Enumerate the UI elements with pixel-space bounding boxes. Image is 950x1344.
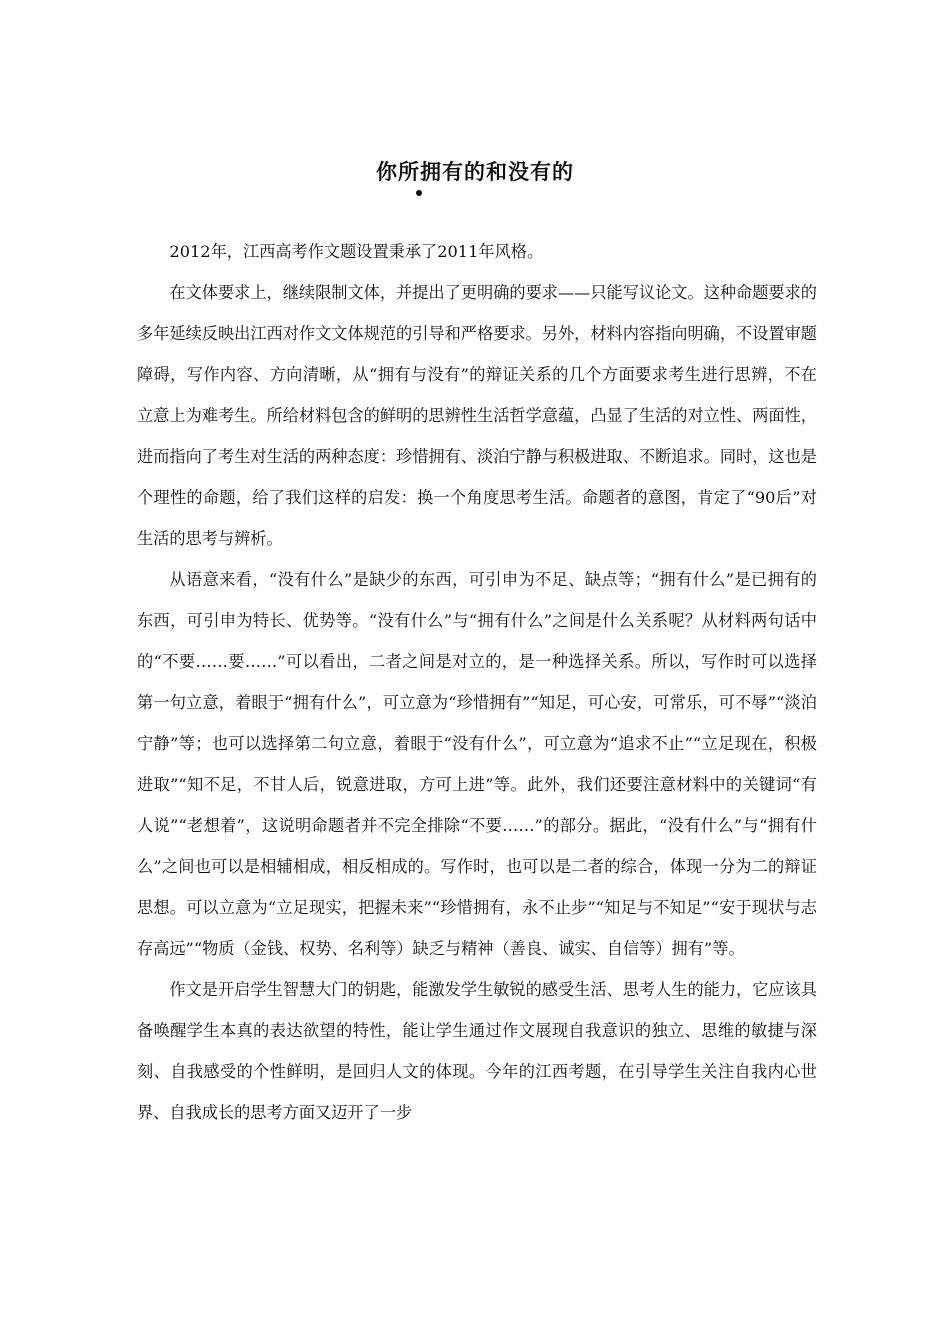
paragraph-semantic-analysis: 从语意来看，“没有什么”是缺少的东西，可引申为不足、缺点等；“拥有什么”是已拥有的东西，可引申为特长、优势等。“没有什么”与“拥有什么”之间是什么关系呢？从材料两句话中的“不要……要……”可以看出，二者之间是对立的，是一种选择关系。所以，写作时可以选择第一句立意，着眼于“拥有什么”，可立意为“珍惜拥有”“知足，可心安，可常乐，可不辱”“淡泊宁静”等；也可以选择第二句立意，着眼于“没有什么”，可立意为“追求不止”“立足现在，积极进取”“知不足，不甘人后，锐意进取，方可上进”等。此外，我们还要注意材料中的关键词“有人说”“老想着”，这说明命题者并不完全排除“不要……”的部分。据此，“没有什么”与“拥有什么”之间也可以是相辅相成，相反相成的。写作时，也可以是二者的综合，体现一分为二的辩证思想。可以立意为“立足现实，把握未来”“珍惜拥有，永不止步”“知足与不知足”“安于现状与志存高远”“物质（金钱、权势、名利等）缺乏与精神（善良、诚实、自信等）拥有”等。 (137, 570, 817, 958)
paragraph-conclusion: 作文是开启学生智慧大门的钥匙，能激发学生敏锐的感受生活、思考人生的能力，它应该具备唤醒学生本真的表达欲望的特性，能让学生通过作文展现自我意识的独立、思维的敏捷与深刻、自我感受的个性鲜明，是回归人文的体现。今年的江西考题，在引导学生关注自我内心世界、自我成长的思考方面又迈开了一步 (137, 980, 817, 1122)
paragraph-intro: 2012年，江西高考作文题设置秉承了2011年风格。 (169, 242, 544, 261)
paragraph-style-requirement: 在文体要求上，继续限制文体，并提出了更明确的要求——只能写议论文。这种命题要求的多年延续反映出江西对作文文体规范的引导和严格要求。另外，材料内容指向明确，不设置审题障碍，写作内容、方向清晰，从“拥有与没有”的辩证关系的几个方面要求考生进行思辨，不在立意上为难考生。所给材料包含的鲜明的思辨性生活哲学意蕴，凸显了生活的对立性、两面性，进而指向了考生对生活的两种态度：珍惜拥有、淡泊宁静与积极进取、不断追求。同时，这也是个理性的命题，给了我们这样的启发：换一个角度思考生活。命题者的意图，肯定了“90后”对生活的思考与辨析。 (137, 283, 817, 548)
document-body (137, 231, 817, 1133)
bullet-dot (416, 190, 422, 196)
document-title: 你所拥有的和没有的 (376, 160, 574, 184)
